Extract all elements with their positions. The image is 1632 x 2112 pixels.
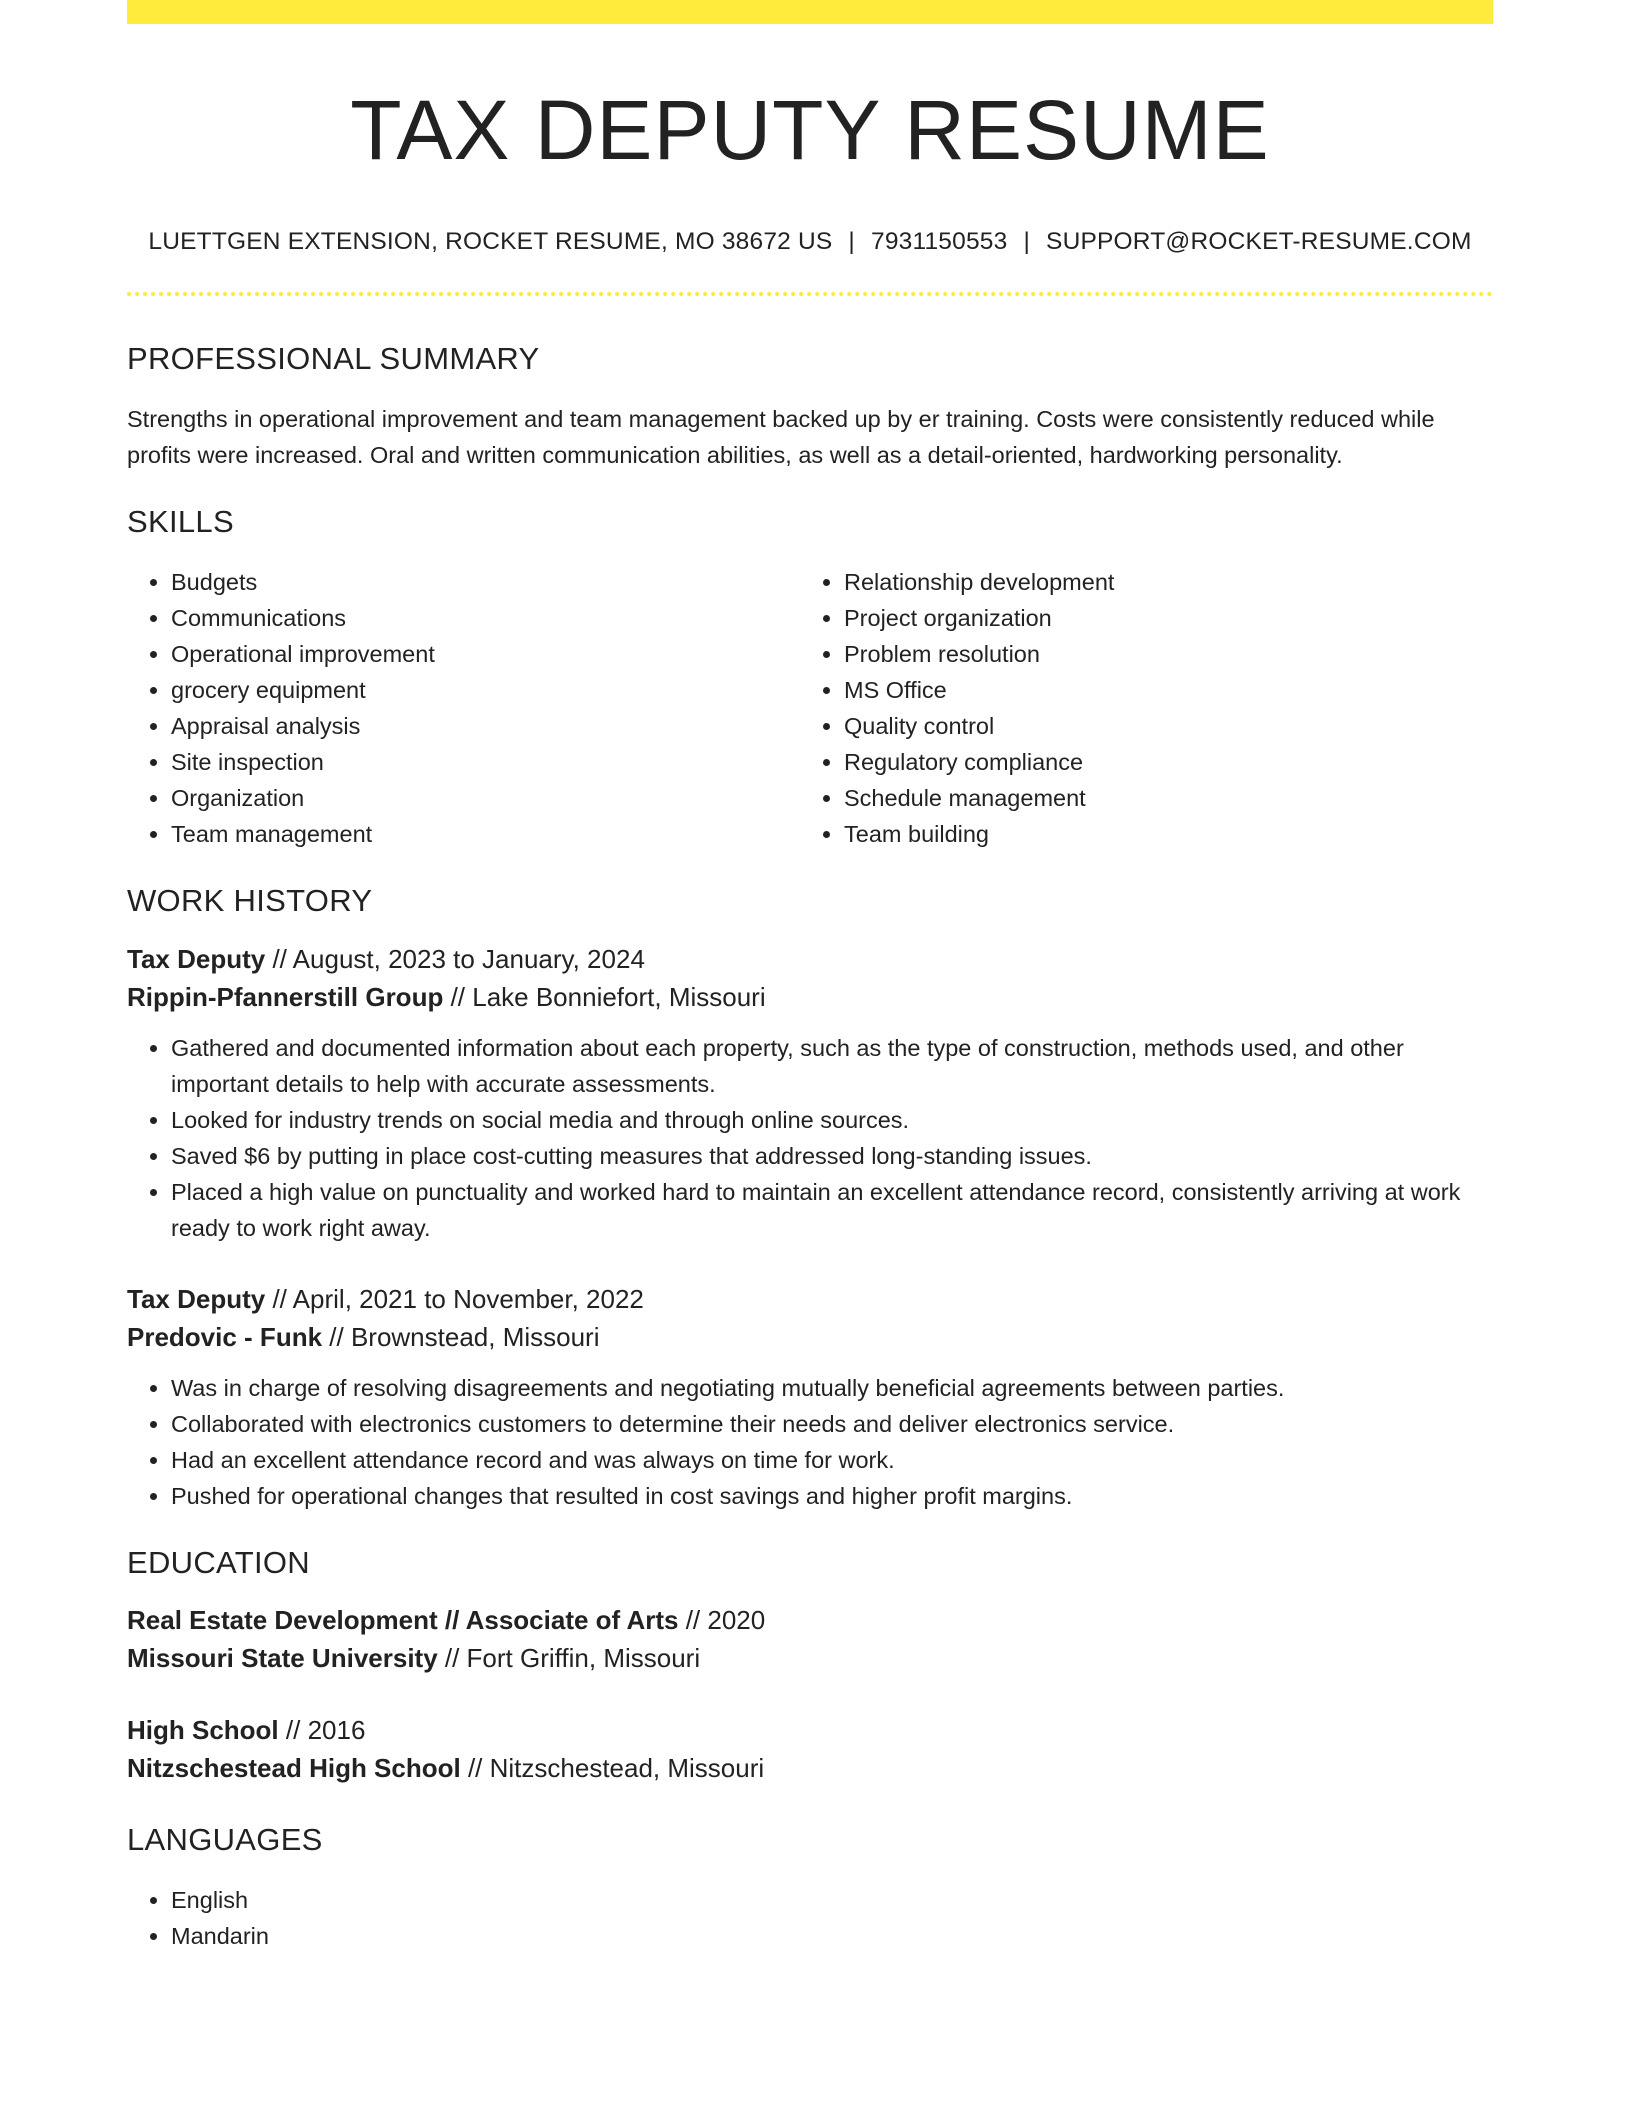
degree-year: // 2016 (278, 1714, 366, 1745)
degree-line (127, 1601, 1493, 1639)
job-dates: // April, 2021 to November, 2022 (265, 1283, 644, 1314)
job-company-line (127, 1318, 1493, 1356)
job-bullet: • Had an excellent attendance record and was always on time for work. (171, 1442, 1493, 1478)
skill-item: • Communications (171, 600, 800, 636)
job-company: Rippin-Pfannerstill Group (127, 981, 444, 1012)
job-bullet: • Collaborated with electronics customers to determine their needs and deliver electronics service. (171, 1406, 1493, 1442)
job-bullets (127, 1370, 1493, 1514)
job-dates: // August, 2023 to January, 2024 (265, 943, 645, 974)
job-location: // Lake Bonniefort, Missouri (443, 981, 766, 1012)
skill-item: • Quality control (844, 708, 1473, 744)
contact-phone: 7931150553 (871, 227, 1008, 255)
contact-address: LUETTGEN EXTENSION, ROCKET RESUME, MO 38672 US (148, 227, 833, 255)
degree: Real Estate Development // Associate of Arts (127, 1604, 679, 1635)
education-entry (127, 1601, 1493, 1677)
skill-item: • Team building (844, 816, 1473, 852)
job-bullet: • Saved $6 by putting in place cost-cutting measures that addressed long-standing issues. (171, 1138, 1493, 1174)
degree-line (127, 1711, 1493, 1749)
job-location: // Brownstead, Missouri (322, 1321, 600, 1352)
degree-year: // 2020 (678, 1604, 766, 1635)
school-line (127, 1749, 1493, 1787)
job-entry (127, 940, 1493, 1246)
contact-line (127, 227, 1493, 256)
contact-email: SUPPORT@ROCKET-RESUME.COM (1046, 227, 1472, 255)
job-bullet: • Placed a high value on punctuality and worked hard to maintain an excellent attendance record, consistently arriving at work ready to work right away. (171, 1174, 1493, 1246)
skill-item: • Appraisal analysis (171, 708, 800, 744)
job-bullet: • Was in charge of resolving disagreements and negotiating mutually beneficial agreements between parties. (171, 1370, 1493, 1406)
school-line (127, 1639, 1493, 1677)
contact-separator: | (1023, 227, 1031, 255)
skill-item: • Schedule management (844, 780, 1473, 816)
resume-title: TAX DEPUTY RESUME (350, 83, 1270, 177)
skill-item: • MS Office (844, 672, 1473, 708)
skill-item: • Regulatory compliance (844, 744, 1473, 780)
job-title: Tax Deputy (127, 1283, 266, 1314)
job-title-line (127, 1280, 1493, 1318)
skill-item: • Team management (171, 816, 800, 852)
skills-heading: SKILLS (127, 504, 234, 540)
skill-item: • Budgets (171, 564, 800, 600)
summary-heading: PROFESSIONAL SUMMARY (127, 340, 540, 376)
skill-item: • Operational improvement (171, 636, 800, 672)
languages-heading: LANGUAGES (127, 1821, 323, 1857)
resume-page (127, 0, 1493, 1954)
job-title-line (127, 940, 1493, 978)
skills-list (127, 564, 1493, 852)
school-location: // Nitzschestead, Missouri (460, 1752, 765, 1783)
job-bullet: • Gathered and documented information about each property, such as the type of construction, methods used, and other important details to help with accurate assessments. (171, 1030, 1493, 1102)
skill-item: • Problem resolution (844, 636, 1473, 672)
skill-item: • Organization (171, 780, 800, 816)
language-item: • English (171, 1882, 1493, 1918)
job-company: Predovic - Funk (127, 1321, 323, 1352)
degree: High School (127, 1714, 279, 1745)
school: Nitzschestead High School (127, 1752, 461, 1783)
contact-separator: | (848, 227, 855, 255)
language-item: • Mandarin (171, 1918, 1493, 1954)
job-company-line (127, 978, 1493, 1016)
education-heading: EDUCATION (127, 1544, 310, 1580)
accent-bar (127, 0, 1493, 24)
skill-item: • Project organization (844, 600, 1473, 636)
school-location: // Fort Griffin, Missouri (437, 1642, 701, 1673)
job-bullet: • Looked for industry trends on social media and through online sources. (171, 1102, 1493, 1138)
work-history-heading: WORK HISTORY (127, 883, 373, 919)
education-entry (127, 1711, 1493, 1787)
skill-item: • Relationship development (844, 564, 1473, 600)
skills-column-left (127, 564, 800, 852)
skill-item: • Site inspection (171, 744, 800, 780)
job-bullet: • Pushed for operational changes that resulted in cost savings and higher profit margins. (171, 1478, 1493, 1514)
languages-list (127, 1882, 1493, 1954)
summary-text: Strengths in operational improvement and team management backed up by er training. Costs were consistently reduced while profits were increased. Oral and written communication abilities, as well as a detail-oriented, hardworking personality. (127, 406, 1435, 469)
job-bullets (127, 1030, 1493, 1246)
job-entry (127, 1280, 1493, 1514)
skills-column-right (800, 564, 1473, 852)
skill-item: • grocery equipment (171, 672, 800, 708)
job-title: Tax Deputy (127, 943, 266, 974)
school: Missouri State University (127, 1642, 438, 1673)
dotted-divider (127, 292, 1493, 296)
